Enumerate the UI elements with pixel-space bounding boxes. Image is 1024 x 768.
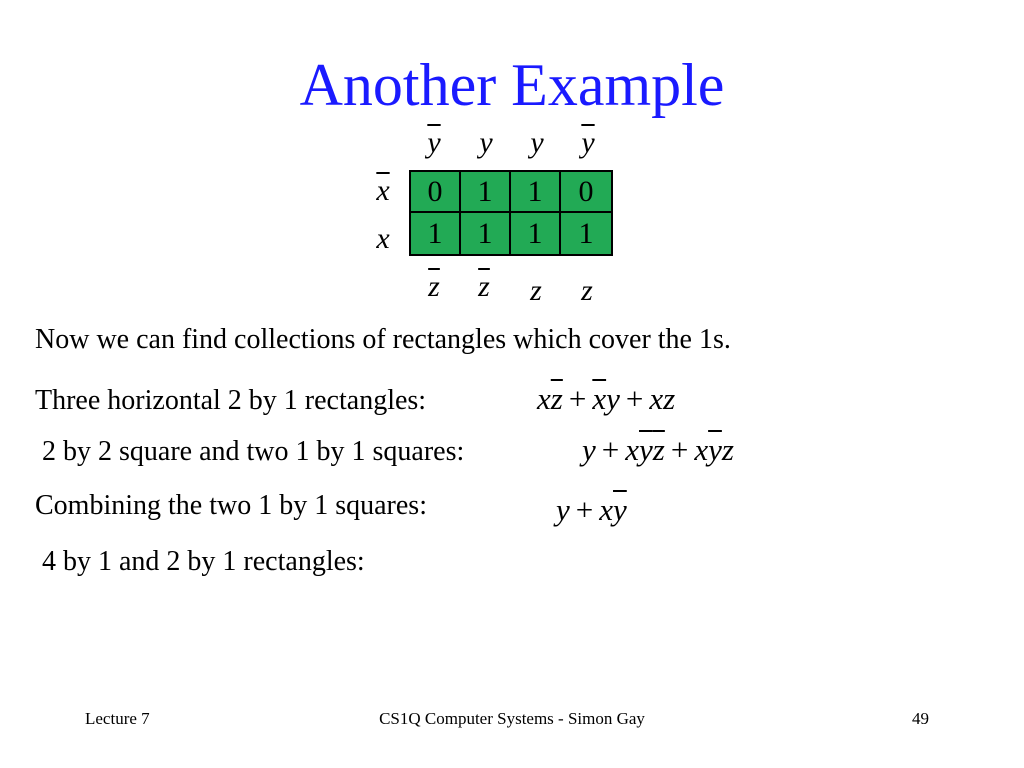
kmap-cell: 1 <box>511 213 561 254</box>
item-expression-1: $x\overline{z} + \overline{x}y$ + xz <box>537 381 676 416</box>
intro-text: Now we can find collections of rectangles which cover the 1s. <box>35 324 731 355</box>
kmap-bottom-label-4: z <box>581 274 593 307</box>
karnaugh-map-grid <box>409 170 613 256</box>
item-label-1: Three horizontal 2 by 1 rectangles: <box>35 385 427 416</box>
kmap-cell: 1 <box>461 172 511 213</box>
kmap-col-label-3: y <box>530 126 544 159</box>
footer-lecture: Lecture 7 <box>85 709 150 728</box>
kmap-col-label-4: $\overline{y}$ <box>581 126 595 159</box>
item-label-2: 2 by 2 square and two 1 by 1 squares: <box>42 436 465 467</box>
kmap-cell: 1 <box>511 172 561 213</box>
footer-course: CS1Q Computer Systems - Simon Gay <box>379 709 645 728</box>
kmap-cell: 0 <box>561 172 611 213</box>
kmap-bottom-label-3: z <box>530 274 542 307</box>
kmap-bottom-label-1: $\overline{z}$ <box>428 270 440 303</box>
item-expression-3: $y + x\overline{y}$ <box>556 492 627 527</box>
footer-page-number: 49 <box>912 709 929 728</box>
kmap-cell: 1 <box>411 213 461 254</box>
item-label-4: 4 by 1 and 2 by 1 rectangles: <box>42 546 365 577</box>
item-expression-2: $y + x\overline{y}\overline{z} + x\overline{y}z$ <box>582 432 734 467</box>
kmap-bottom-label-2: $\overline{z}$ <box>478 270 490 303</box>
kmap-cell: 1 <box>578 216 594 250</box>
kmap-cell: 0 <box>411 172 461 213</box>
kmap-row-label-1: $\overline{x}$ <box>376 174 390 207</box>
kmap-cell: 1 <box>461 213 511 254</box>
kmap-row-label-2: x <box>376 222 390 255</box>
slide-title: Another Example <box>299 52 725 118</box>
item-label-3: Combining the two 1 by 1 squares: <box>35 490 427 521</box>
kmap-col-label-1: $\overline{y}$ <box>427 126 441 159</box>
kmap-col-label-2: y <box>479 126 493 159</box>
